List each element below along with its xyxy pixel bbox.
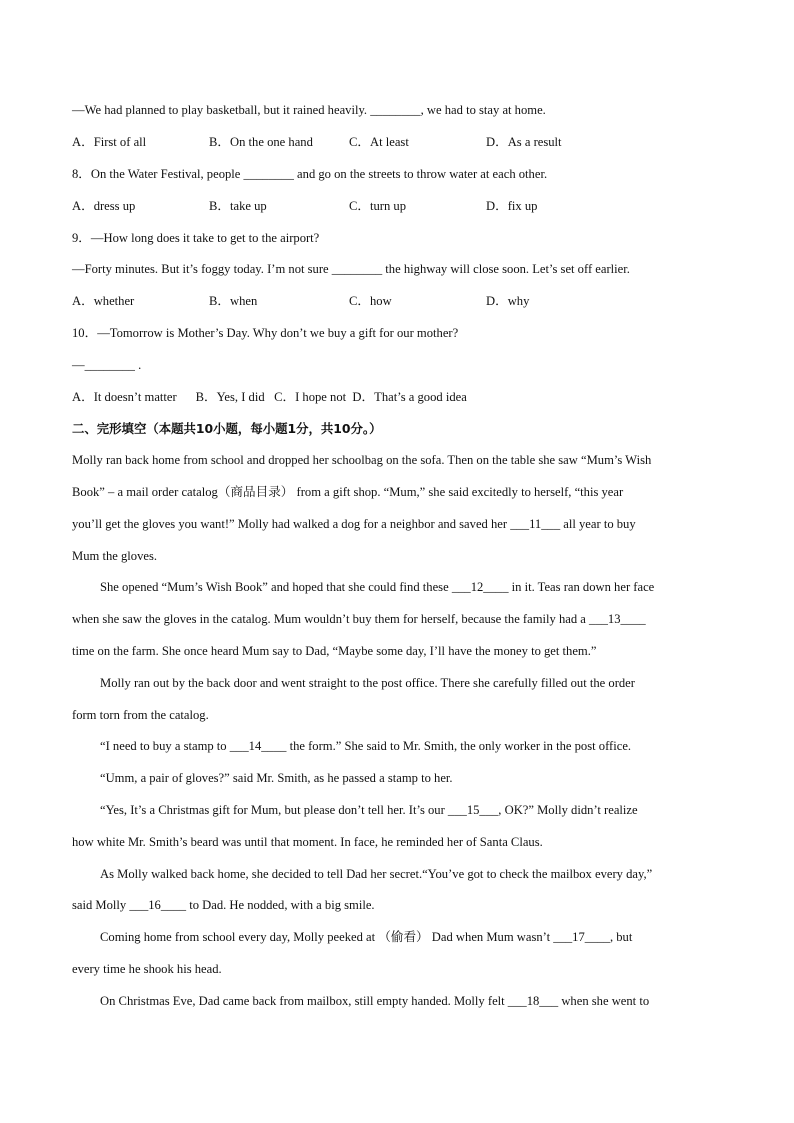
passage-line: Molly ran out by the back door and went straight to the post office. There she carefully filled out the order [100,676,635,690]
passage-line: every time he shook his head. [72,962,222,976]
q7-option-d: D．As a result [486,135,562,149]
passage-line: “I need to buy a stamp to ___14____ the form.” She said to Mr. Smith, the only worker in the post office. [100,739,632,753]
q9-line2: —Forty minutes. But it’s foggy today. I’m not sure ________ the highway will close soon. Let’s set off earlier. [72,262,630,276]
passage-line: As Molly walked back home, she decided to tell Dad her secret.“You’ve got to check the mailbox every day,” [100,867,653,881]
q8-option-b: B．take up [209,199,267,213]
q7-dialogue: —We had planned to play basketball, but it rained heavily. ________, we had to stay at home. [72,103,546,117]
q9-option-b: B．when [209,294,258,308]
q9-option-a: A．whether [72,294,135,308]
q9-option-c: C．how [349,294,392,308]
q7-option-a: A．First of all [72,135,147,149]
passage-line: how white Mr. Smith’s beard was until that moment. In face, he reminded her of Santa Claus. [72,835,543,849]
q8-stem: 8．On the Water Festival, people ________ and go on the streets to throw water at each other. [72,167,548,181]
section-heading: 二、完形填空（本题共10小题，每小题1分，共10分。） [72,421,382,436]
q9-line1: 9．—How long does it take to get to the airport? [72,231,320,245]
q8-option-d: D．fix up [486,199,538,213]
passage-line: when she saw the gloves in the catalog. Mum wouldn’t buy them for herself, because the family had a ___13____ [72,612,646,626]
passage-line: She opened “Mum’s Wish Book” and hoped that she could find these ___12____ in it. Teas ran down her face [100,580,655,594]
passage-line: “Yes, It’s a Christmas gift for Mum, but please don’t tell her. It’s our ___15___, OK?” Molly didn’t realize [100,803,638,817]
q8-option-c: C．turn up [349,199,407,213]
passage-line: form torn from the catalog. [72,708,209,722]
passage-line: “Umm, a pair of gloves?” said Mr. Smith, as he passed a stamp to her. [100,771,453,785]
passage-line: On Christmas Eve, Dad came back from mailbox, still empty handed. Molly felt ___18___ when she went to [100,994,650,1008]
q10-line2: —________ . [72,358,142,372]
q10-line1: 10．—Tomorrow is Mother’s Day. Why don’t we buy a gift for our mother? [72,326,459,340]
q10-options: A．It doesn’t matter B．Yes, I did C．I hope not D．That’s a good idea [72,390,467,404]
passage-line: Book” – a mail order catalog（商品目录） from a gift shop. “Mum,” she said excitedly to herself, “this year [72,485,624,499]
q9-option-d: D．why [486,294,530,308]
q7-option-b: B．On the one hand [209,135,313,149]
passage-line: Coming home from school every day, Molly peeked at （偷看） Dad when Mum wasn’t ___17____, but [100,930,633,944]
q7-option-c: C．At least [349,135,409,149]
passage-line: Molly ran back home from school and dropped her schoolbag on the sofa. Then on the table she saw “Mum’s Wish [72,453,652,467]
passage-line: you’ll get the gloves you want!” Molly had walked a dog for a neighbor and saved her ___11___ all year to buy [72,517,636,531]
passage-line: time on the farm. She once heard Mum say to Dad, “Maybe some day, I’ll have the money to get them.” [72,644,597,658]
passage-line: Mum the gloves. [72,549,158,563]
q8-option-a: A．dress up [72,199,136,213]
passage-line: said Molly ___16____ to Dad. He nodded, with a big smile. [72,898,375,912]
